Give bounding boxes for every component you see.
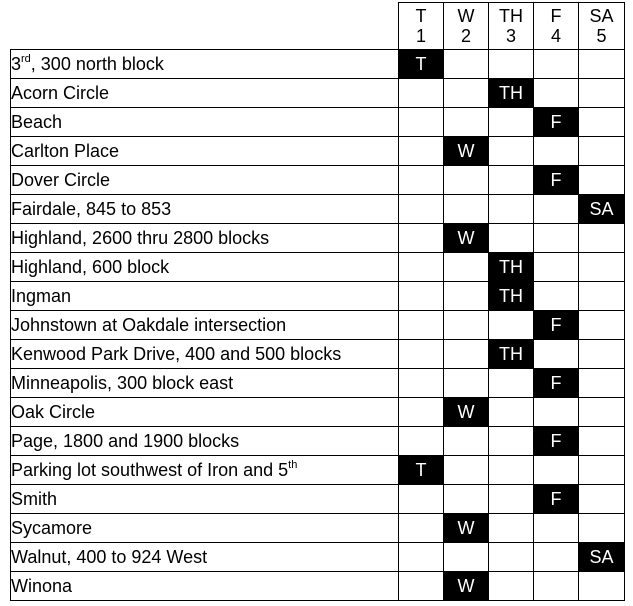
street-text: Acorn Circle [11, 83, 110, 103]
day-marker: W [444, 398, 489, 427]
table-row [11, 572, 625, 601]
empty-cell [579, 485, 625, 514]
street-name [11, 79, 399, 108]
empty-cell [399, 398, 444, 427]
table-row [11, 108, 625, 137]
street-name [11, 195, 399, 224]
street-text: 3 [11, 54, 22, 74]
empty-cell [579, 166, 625, 195]
day-num: 1 [415, 26, 426, 46]
empty-cell [399, 79, 444, 108]
street-text: Oak Circle [11, 402, 96, 422]
empty-cell [489, 572, 534, 601]
empty-cell [399, 311, 444, 340]
day-marker: W [444, 572, 489, 601]
day-header-f [534, 3, 579, 50]
empty-cell [489, 50, 534, 79]
street-text: Carlton Place [11, 141, 120, 161]
table-row [11, 514, 625, 543]
empty-cell [444, 369, 489, 398]
empty-cell [579, 137, 625, 166]
table-row [11, 311, 625, 340]
day-abbr: T [415, 6, 427, 26]
day-abbr: W [457, 6, 475, 26]
empty-cell [489, 224, 534, 253]
street-text: Johnstown at Oakdale intersection [11, 315, 287, 335]
empty-cell [399, 166, 444, 195]
day-header-t [399, 3, 444, 50]
day-marker: F [534, 485, 579, 514]
street-text: Parking lot southwest of Iron and 5 [11, 460, 289, 480]
empty-cell [489, 543, 534, 572]
day-marker: F [534, 369, 579, 398]
day-marker: TH [489, 340, 534, 369]
empty-cell [444, 340, 489, 369]
day-marker: F [534, 166, 579, 195]
empty-cell [534, 253, 579, 282]
empty-cell [579, 514, 625, 543]
empty-cell [444, 108, 489, 137]
empty-cell [444, 311, 489, 340]
empty-cell [579, 427, 625, 456]
empty-cell [399, 543, 444, 572]
day-num: 3 [505, 26, 516, 46]
street-text: Dover Circle [11, 170, 111, 190]
table-row [11, 195, 625, 224]
empty-cell [534, 50, 579, 79]
street-text: Walnut, 400 to 924 West [11, 547, 208, 567]
empty-cell [579, 572, 625, 601]
table-row [11, 543, 625, 572]
empty-cell [489, 108, 534, 137]
empty-cell [399, 224, 444, 253]
street-name [11, 166, 399, 195]
street-text: Highland, 2600 thru 2800 blocks [11, 228, 270, 248]
street-name [11, 137, 399, 166]
day-marker: F [534, 427, 579, 456]
empty-cell [579, 224, 625, 253]
street-name [11, 224, 399, 253]
empty-cell [399, 514, 444, 543]
street-name [11, 50, 399, 79]
empty-cell [399, 427, 444, 456]
empty-cell [534, 572, 579, 601]
header-corner [11, 3, 399, 50]
empty-cell [444, 195, 489, 224]
empty-cell [399, 137, 444, 166]
day-marker: SA [579, 195, 625, 224]
table-row [11, 485, 625, 514]
empty-cell [489, 398, 534, 427]
street-name [11, 369, 399, 398]
street-name [11, 572, 399, 601]
table-row [11, 398, 625, 427]
empty-cell [444, 50, 489, 79]
empty-cell [399, 253, 444, 282]
street-text: Kenwood Park Drive, 400 and 500 blocks [11, 344, 342, 364]
day-num: 4 [550, 26, 561, 46]
day-marker: TH [489, 282, 534, 311]
street-name [11, 485, 399, 514]
empty-cell [579, 108, 625, 137]
table-row [11, 340, 625, 369]
empty-cell [579, 79, 625, 108]
street-name [11, 108, 399, 137]
day-marker: T [399, 50, 444, 79]
empty-cell [399, 108, 444, 137]
day-abbr: TH [499, 6, 523, 26]
empty-cell [444, 166, 489, 195]
street-name [11, 398, 399, 427]
table-row [11, 427, 625, 456]
day-num: 2 [460, 26, 471, 46]
street-text: Ingman [11, 286, 72, 306]
street-superscript: rd [21, 53, 31, 65]
table-row [11, 456, 625, 485]
street-text: Minneapolis, 300 block east [11, 373, 234, 393]
empty-cell [579, 456, 625, 485]
empty-cell [399, 282, 444, 311]
day-num: 5 [596, 26, 607, 46]
empty-cell [489, 456, 534, 485]
empty-cell [444, 253, 489, 282]
street-text: Winona [11, 576, 73, 596]
empty-cell [534, 340, 579, 369]
day-abbr: SA [589, 6, 614, 26]
street-name [11, 253, 399, 282]
street-text: Smith [11, 489, 58, 509]
street-text: Fairdale, 845 to 853 [11, 199, 172, 219]
empty-cell [399, 369, 444, 398]
street-text: Page, 1800 and 1900 blocks [11, 431, 240, 451]
street-name [11, 427, 399, 456]
day-header-th [489, 3, 534, 50]
empty-cell [489, 427, 534, 456]
street-text: Highland, 600 block [11, 257, 170, 277]
table-row [11, 137, 625, 166]
street-name [11, 311, 399, 340]
street-name [11, 514, 399, 543]
day-marker: F [534, 311, 579, 340]
empty-cell [579, 50, 625, 79]
empty-cell [399, 340, 444, 369]
day-marker: W [444, 514, 489, 543]
table-row [11, 253, 625, 282]
empty-cell [534, 543, 579, 572]
empty-cell [534, 137, 579, 166]
empty-cell [534, 514, 579, 543]
empty-cell [534, 282, 579, 311]
street-name [11, 282, 399, 311]
empty-cell [534, 398, 579, 427]
empty-cell [489, 514, 534, 543]
empty-cell [579, 253, 625, 282]
day-marker: TH [489, 79, 534, 108]
day-marker: T [399, 456, 444, 485]
table-row [11, 282, 625, 311]
day-marker: TH [489, 253, 534, 282]
empty-cell [444, 543, 489, 572]
schedule-table [10, 2, 625, 601]
empty-cell [489, 195, 534, 224]
table-row [11, 50, 625, 79]
empty-cell [579, 398, 625, 427]
empty-cell [444, 427, 489, 456]
day-abbr: F [550, 6, 562, 26]
street-name [11, 456, 399, 485]
day-header-sa [579, 3, 625, 50]
empty-cell [489, 485, 534, 514]
empty-cell [534, 195, 579, 224]
empty-cell [399, 195, 444, 224]
table-row [11, 79, 625, 108]
schedule-body [11, 50, 625, 601]
street-name [11, 543, 399, 572]
empty-cell [489, 137, 534, 166]
empty-cell [579, 282, 625, 311]
street-superscript: th [288, 459, 298, 471]
street-text-rest: , 300 north block [30, 54, 164, 74]
empty-cell [579, 340, 625, 369]
empty-cell [489, 311, 534, 340]
street-text: Sycamore [11, 518, 93, 538]
empty-cell [489, 166, 534, 195]
day-marker: W [444, 224, 489, 253]
empty-cell [444, 485, 489, 514]
empty-cell [489, 369, 534, 398]
street-name [11, 340, 399, 369]
empty-cell [579, 311, 625, 340]
empty-cell [534, 224, 579, 253]
header-row [11, 3, 625, 50]
day-header-w [444, 3, 489, 50]
empty-cell [579, 369, 625, 398]
day-marker: W [444, 137, 489, 166]
empty-cell [534, 79, 579, 108]
table-row [11, 166, 625, 195]
empty-cell [444, 282, 489, 311]
day-marker: SA [579, 543, 625, 572]
empty-cell [444, 456, 489, 485]
empty-cell [399, 485, 444, 514]
table-row [11, 369, 625, 398]
empty-cell [399, 572, 444, 601]
empty-cell [444, 79, 489, 108]
empty-cell [534, 456, 579, 485]
street-text: Beach [11, 112, 63, 132]
table-row [11, 224, 625, 253]
day-marker: F [534, 108, 579, 137]
